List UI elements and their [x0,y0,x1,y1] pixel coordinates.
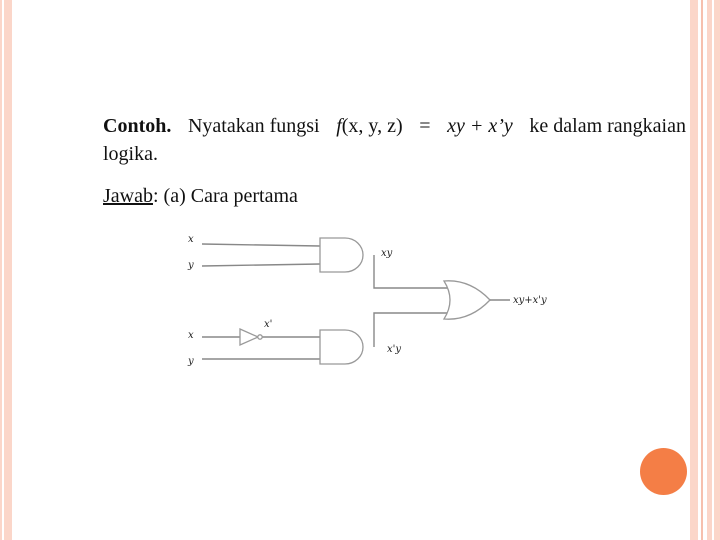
example-heading: Contoh. [103,115,172,137]
answer-method: : (a) Cara pertama [152,185,298,207]
input-label-y1: y [188,260,194,271]
function-name: f [336,115,342,137]
problem-function [336,112,402,140]
not-output-label: x' [264,319,273,330]
not-gate-bubble [258,335,262,339]
input-label-y2: y [188,356,194,367]
and-gate-1 [320,238,363,272]
problem-statement-line2: logika. [103,143,158,165]
slide-content [103,112,688,210]
and-gate-2 [320,330,363,364]
function-args: (x, y, z) [341,115,403,137]
function-expression: xy + x’y [447,115,513,137]
not-gate [240,329,258,345]
answer-line [103,182,688,210]
wire-x1 [202,244,320,246]
problem-statement [103,112,686,140]
right-border-line [701,0,703,540]
problem-text-post: ke dalam rangkaian [529,115,686,137]
or-output-label: xy+x'y [513,295,547,306]
right-border-bar [690,0,698,540]
orange-circle-decoration [640,448,687,495]
input-label-x2: x [188,330,194,341]
input-label-x1: x [188,234,194,245]
and1-output-label: xy [381,248,393,259]
logic-circuit-diagram [180,228,580,378]
answer-label: Jawab [103,185,153,207]
left-border-bar [0,0,12,540]
wire-y1 [202,264,320,266]
wire-and2-to-or [374,313,452,347]
right-border-gap [712,0,714,540]
wire-and1-to-or [374,255,452,288]
problem-text-pre: Nyatakan fungsi [187,115,320,137]
or-gate [444,281,490,319]
equals-sign: = [419,115,431,137]
and2-output-label: x'y [387,344,402,355]
